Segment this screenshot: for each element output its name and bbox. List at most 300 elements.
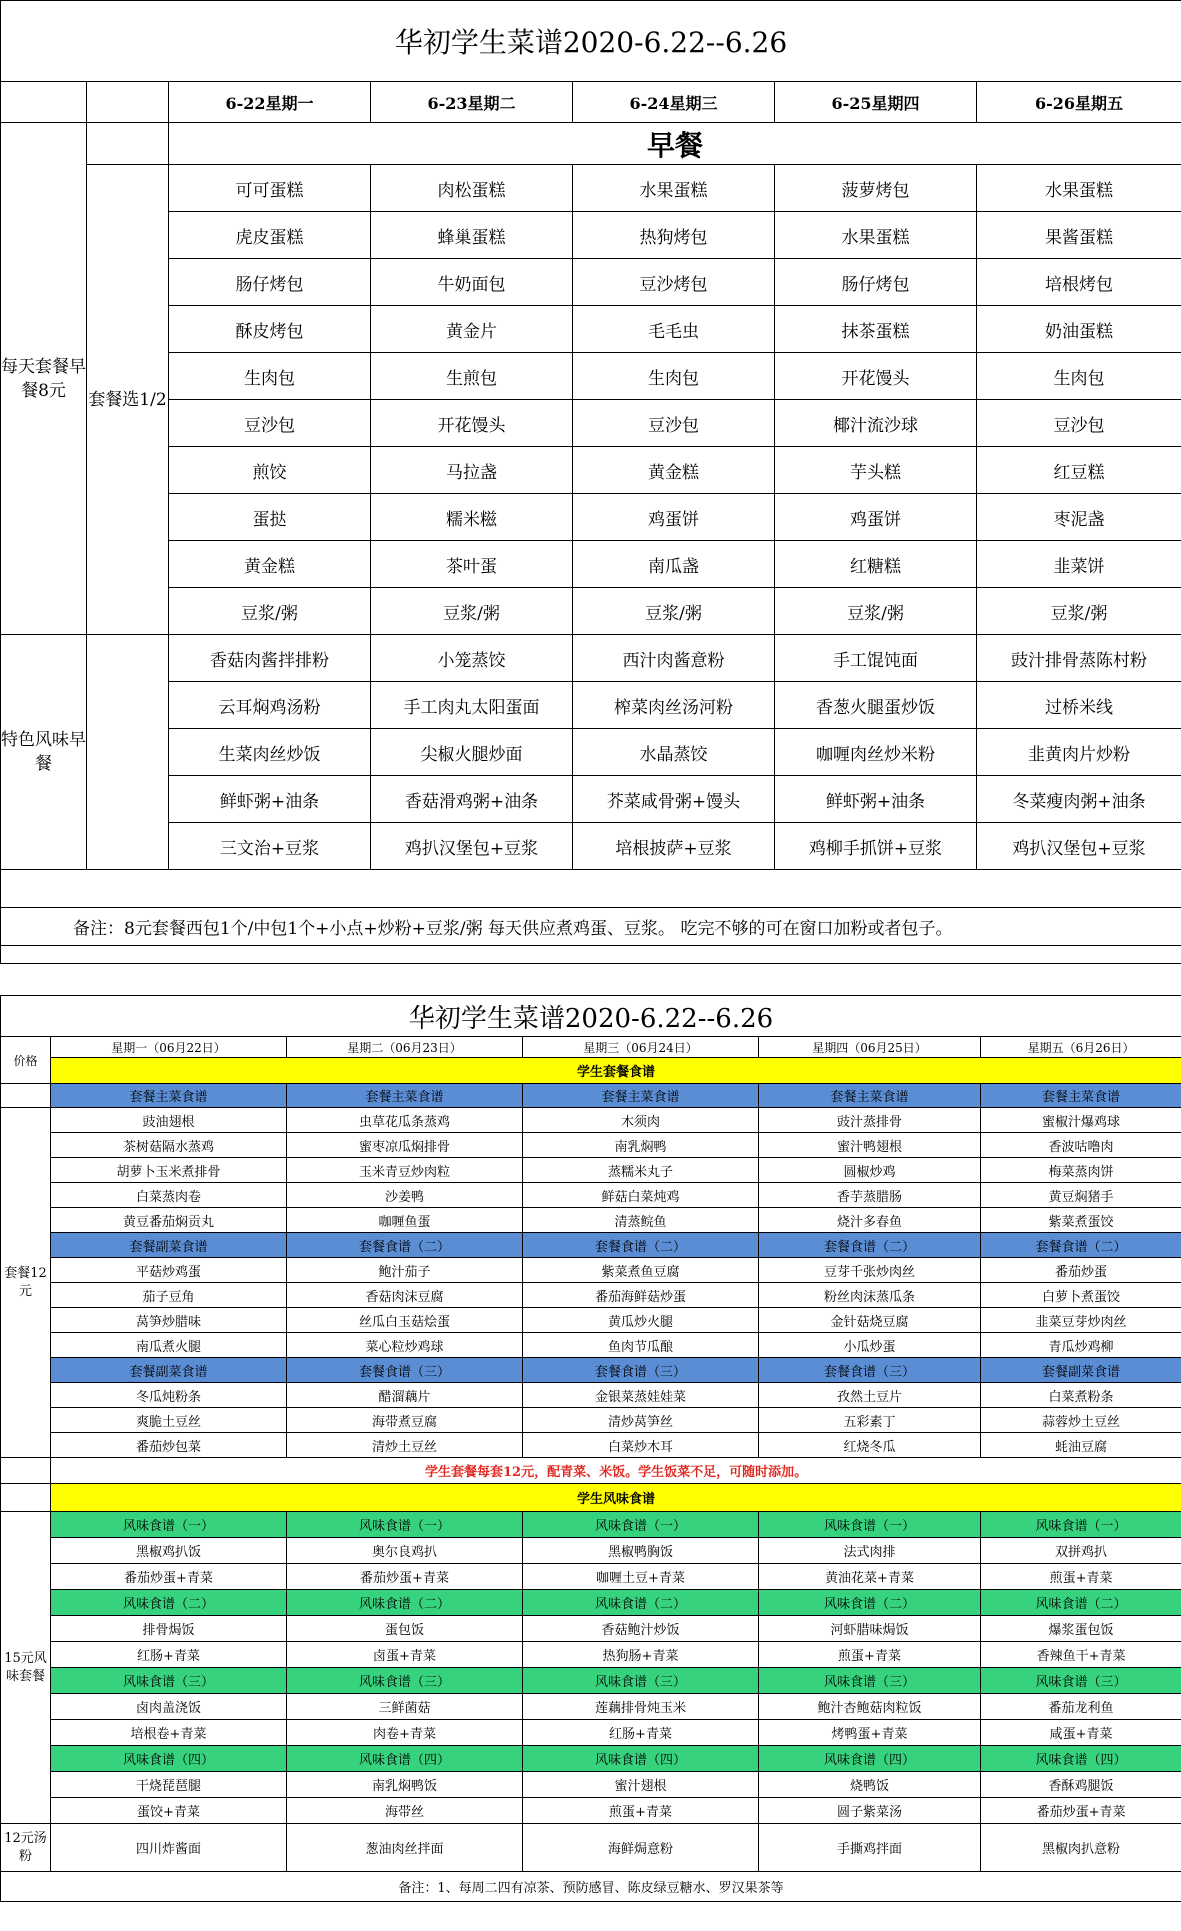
menu-item: 豆沙包 (977, 400, 1181, 447)
menu-item: 红肠+青菜 (51, 1642, 287, 1668)
menu-item: 开花馒头 (371, 400, 573, 447)
menu-item: 手工馄饨面 (775, 635, 977, 682)
table-row (1, 1484, 1181, 1512)
day-header: 星期三（06月24日） (523, 1037, 759, 1058)
menu-item: 鸡柳手抓饼+豆浆 (775, 823, 977, 870)
menu-item: 清炒莴笋丝 (523, 1408, 759, 1433)
menu-item: 海带丝 (287, 1798, 523, 1824)
menu-item: 平菇炒鸡蛋 (51, 1258, 287, 1283)
menu-item: 肠仔烤包 (169, 259, 371, 306)
table-row (1, 1668, 1181, 1694)
menu-item: 番茄炒蛋+青菜 (981, 1798, 1181, 1824)
menu-item: 小瓜炒蛋 (759, 1333, 981, 1358)
menu-item: 生肉包 (977, 353, 1181, 400)
group-header: 风味食谱（一） (287, 1512, 523, 1538)
menu-item: 豉汁排骨蒸陈村粉 (977, 635, 1181, 682)
group-header: 风味食谱（二） (287, 1590, 523, 1616)
menu-item: 蜜汁鸭翅根 (759, 1133, 981, 1158)
menu-item: 南乳焖鸭饭 (287, 1772, 523, 1798)
menu-item: 肉松蛋糕 (371, 165, 573, 212)
menu-item: 香酥鸡腿饭 (981, 1772, 1181, 1798)
menu-item: 冬瓜炖粉条 (51, 1383, 287, 1408)
group-header: 风味食谱（四） (523, 1746, 759, 1772)
menu-item: 可可蛋糕 (169, 165, 371, 212)
menu-item: 生肉包 (169, 353, 371, 400)
menu-title: 华初学生菜谱2020-6.22--6.26 (1, 1, 1181, 82)
menu-item: 紫菜煮蛋饺 (981, 1208, 1181, 1233)
menu-item: 虎皮蛋糕 (169, 212, 371, 259)
table-row (1, 1258, 1181, 1283)
table-row (1, 494, 1181, 541)
menu-item: 鸡扒汉堡包+豆浆 (977, 823, 1181, 870)
table-row (1, 823, 1181, 870)
menu-item: 糯米糍 (371, 494, 573, 541)
menu-item: 咖喱肉丝炒米粉 (775, 729, 977, 776)
menu-item: 豆芽千张炒肉丝 (759, 1258, 981, 1283)
menu-item: 番茄炒蛋 (981, 1258, 1181, 1283)
table-row (1, 682, 1181, 729)
menu-item: 青瓜炒鸡柳 (981, 1333, 1181, 1358)
menu-item: 爆浆蛋包饭 (981, 1616, 1181, 1642)
table-row (1, 635, 1181, 682)
menu-item: 水果蛋糕 (775, 212, 977, 259)
table-row (1, 1158, 1181, 1183)
menu-item: 冬菜瘦肉粥+油条 (977, 776, 1181, 823)
menu-item: 尖椒火腿炒面 (371, 729, 573, 776)
menu-item: 黑椒肉扒意粉 (981, 1824, 1181, 1872)
table-row (1, 1746, 1181, 1772)
day-header: 星期二（06月23日） (287, 1037, 523, 1058)
menu-item: 豆浆/粥 (977, 588, 1181, 635)
menu-item: 清炒土豆丝 (287, 1433, 523, 1458)
table-row (1, 82, 1181, 123)
menu-item: 胡萝卜玉米煮排骨 (51, 1158, 287, 1183)
menu-item: 椰汁流沙球 (775, 400, 977, 447)
table-row (1, 1108, 1181, 1133)
empty-cell (87, 123, 169, 165)
menu-item: 水果蛋糕 (573, 165, 775, 212)
menu-item: 蒜蓉炒土豆丝 (981, 1408, 1181, 1433)
group-header: 风味食谱（三） (759, 1668, 981, 1694)
menu-item: 黄金片 (371, 306, 573, 353)
group-header: 套餐食谱（二） (759, 1233, 981, 1258)
menu-item: 豆浆/粥 (775, 588, 977, 635)
day-header: 6-24星期三 (573, 82, 775, 123)
menu-item: 鱼肉节瓜酿 (523, 1333, 759, 1358)
menu-item: 红豆糕 (977, 447, 1181, 494)
menu-item: 鲍汁茄子 (287, 1258, 523, 1283)
menu-item: 黄油花菜+青菜 (759, 1564, 981, 1590)
menu-item: 红肠+青菜 (523, 1720, 759, 1746)
table-row (1, 1590, 1181, 1616)
menu-item: 生煎包 (371, 353, 573, 400)
group-header: 风味食谱（二） (523, 1590, 759, 1616)
menu-item: 黄豆焖猪手 (981, 1183, 1181, 1208)
table-row (1, 1037, 1181, 1058)
group-header: 套餐主菜食谱 (523, 1084, 759, 1108)
menu-item: 番茄炒蛋+青菜 (287, 1564, 523, 1590)
table-row (1, 1616, 1181, 1642)
menu-item: 豆沙包 (573, 400, 775, 447)
day-header: 星期五（6月26日） (981, 1037, 1181, 1058)
menu-item: 法式肉排 (759, 1538, 981, 1564)
menu-item: 紫菜煮鱼豆腐 (523, 1258, 759, 1283)
menu-item: 豆沙包 (169, 400, 371, 447)
menu-item: 生菜肉丝炒饭 (169, 729, 371, 776)
group-header: 套餐主菜食谱 (759, 1084, 981, 1108)
menu-item: 鸡扒汉堡包+豆浆 (371, 823, 573, 870)
menu-item: 黑椒鸭胸饭 (523, 1538, 759, 1564)
table-row (1, 1772, 1181, 1798)
menu-item: 手工肉丸太阳蛋面 (371, 682, 573, 729)
table-row (1, 1283, 1181, 1308)
menu-item: 南乳焖鸭 (523, 1133, 759, 1158)
menu-item: 番茄炒蛋+青菜 (51, 1564, 287, 1590)
menu-item: 牛奶面包 (371, 259, 573, 306)
table-row (1, 946, 1181, 964)
table-row (1, 165, 1181, 212)
table-row (1, 729, 1181, 776)
empty-cell (87, 635, 169, 870)
table-row (1, 1183, 1181, 1208)
menu-item: 香波咕噜肉 (981, 1133, 1181, 1158)
menu-item: 水晶蒸饺 (573, 729, 775, 776)
breakfast-section-title: 早餐 (169, 123, 1181, 165)
menu-item: 白菜煮粉条 (981, 1383, 1181, 1408)
menu-item: 丝瓜白玉菇烩蛋 (287, 1308, 523, 1333)
group-header: 套餐主菜食谱 (51, 1084, 287, 1108)
day-header: 星期四（06月25日） (759, 1037, 981, 1058)
menu-item: 圆椒炒鸡 (759, 1158, 981, 1183)
menu-item: 黄瓜炒火腿 (523, 1308, 759, 1333)
menu-item: 粉丝肉沫蒸瓜条 (759, 1283, 981, 1308)
menu-item: 培根卷+青菜 (51, 1720, 287, 1746)
menu-item: 双拼鸡扒 (981, 1538, 1181, 1564)
menu-item: 莲藕排骨炖玉米 (523, 1694, 759, 1720)
group-header: 套餐食谱（三） (287, 1358, 523, 1383)
menu-item: 红烧冬瓜 (759, 1433, 981, 1458)
group-header: 风味食谱（二） (51, 1590, 287, 1616)
menu-item: 蜂巢蛋糕 (371, 212, 573, 259)
lunch-table (0, 995, 1181, 1902)
flavor-price-label: 15元风味套餐 (1, 1512, 51, 1824)
menu-item: 水果蛋糕 (977, 165, 1181, 212)
menu-item: 孜然土豆片 (759, 1383, 981, 1408)
set-price-label: 套餐12元 (1, 1108, 51, 1458)
menu-item: 茄子豆角 (51, 1283, 287, 1308)
table-row (1, 1538, 1181, 1564)
table-row (1, 1824, 1181, 1872)
table-row (1, 259, 1181, 306)
menu-item: 梅菜蒸肉饼 (981, 1158, 1181, 1183)
menu-item: 蜜汁翅根 (523, 1772, 759, 1798)
empty-row (1, 946, 1181, 964)
menu-item: 韭黄肉片炒粉 (977, 729, 1181, 776)
menu-item: 韭菜豆芽炒肉丝 (981, 1308, 1181, 1333)
menu-item: 三文治+豆浆 (169, 823, 371, 870)
menu-item: 咖喱鱼蛋 (287, 1208, 523, 1233)
menu-item: 培根烤包 (977, 259, 1181, 306)
menu-item: 木须肉 (523, 1108, 759, 1133)
table-row (1, 1798, 1181, 1824)
menu-item: 鲜虾粥+油条 (775, 776, 977, 823)
menu-item: 奶油蛋糕 (977, 306, 1181, 353)
menu-item: 鲜虾粥+油条 (169, 776, 371, 823)
menu-item: 煎蛋+青菜 (759, 1642, 981, 1668)
menu-item: 豉汁蒸排骨 (759, 1108, 981, 1133)
group-header: 套餐副菜食谱 (981, 1358, 1181, 1383)
menu-item: 肉卷+青菜 (287, 1720, 523, 1746)
table-row (1, 123, 1181, 165)
menu-item: 韭菜饼 (977, 541, 1181, 588)
special-breakfast-label: 特色风味早餐 (1, 635, 87, 870)
table-row (1, 1, 1181, 82)
menu-item: 菜心粒炒鸡球 (287, 1333, 523, 1358)
flavor-section-title: 学生风味食谱 (51, 1484, 1181, 1512)
menu-item: 果酱蛋糕 (977, 212, 1181, 259)
menu-item: 茶叶蛋 (371, 541, 573, 588)
group-header: 套餐食谱（二） (981, 1233, 1181, 1258)
menu-item: 手撕鸡拌面 (759, 1824, 981, 1872)
menu-item: 榨菜肉丝汤河粉 (573, 682, 775, 729)
menu-item: 烧汁多春鱼 (759, 1208, 981, 1233)
price-label: 价格 (1, 1037, 51, 1084)
menu-item: 生肉包 (573, 353, 775, 400)
menu-item: 四川炸酱面 (51, 1824, 287, 1872)
menu-item: 过桥米线 (977, 682, 1181, 729)
menu-item: 卤蛋+青菜 (287, 1642, 523, 1668)
menu-item: 海鲜焗意粉 (523, 1824, 759, 1872)
group-header: 风味食谱（二） (759, 1590, 981, 1616)
menu-item: 豆浆/粥 (371, 588, 573, 635)
menu-item: 香葱火腿蛋炒饭 (775, 682, 977, 729)
breakfast-menu (0, 0, 1181, 964)
menu-item: 白萝卜煮蛋饺 (981, 1283, 1181, 1308)
group-header: 风味食谱（四） (981, 1746, 1181, 1772)
menu-item: 香菇滑鸡粥+油条 (371, 776, 573, 823)
table-row (1, 588, 1181, 635)
menu-item: 香菇鲍汁炒饭 (523, 1616, 759, 1642)
menu-item: 爽脆土豆丝 (51, 1408, 287, 1433)
menu-item: 奥尔良鸡扒 (287, 1538, 523, 1564)
table-row (1, 1084, 1181, 1108)
table-row (1, 1358, 1181, 1383)
day-header: 6-26星期五 (977, 82, 1181, 123)
menu-item: 煎蛋+青菜 (523, 1798, 759, 1824)
menu-item: 河虾腊味焗饭 (759, 1616, 981, 1642)
menu-item: 培根披萨+豆浆 (573, 823, 775, 870)
menu-item: 豆沙烤包 (573, 259, 775, 306)
table-row (1, 1308, 1181, 1333)
table-row (1, 1433, 1181, 1458)
group-header: 风味食谱（三） (51, 1668, 287, 1694)
menu-item: 香菇肉酱拌排粉 (169, 635, 371, 682)
table-row (1, 353, 1181, 400)
menu-item: 南瓜煮火腿 (51, 1333, 287, 1358)
menu-item: 开花馒头 (775, 353, 977, 400)
menu-item: 蚝油豆腐 (981, 1433, 1181, 1458)
menu-item: 热狗肠+青菜 (523, 1642, 759, 1668)
group-header: 风味食谱（三） (981, 1668, 1181, 1694)
group-header: 风味食谱（三） (287, 1668, 523, 1694)
group-header: 风味食谱（四） (287, 1746, 523, 1772)
menu-item: 马拉盏 (371, 447, 573, 494)
menu-item: 豆浆/粥 (169, 588, 371, 635)
menu-item: 热狗烤包 (573, 212, 775, 259)
day-header: 6-23星期二 (371, 82, 573, 123)
table-row (1, 1058, 1181, 1084)
menu-item: 酥皮烤包 (169, 306, 371, 353)
menu-item: 清蒸鲩鱼 (523, 1208, 759, 1233)
menu-item: 白菜蒸肉卷 (51, 1183, 287, 1208)
menu-item: 香菇肉沫豆腐 (287, 1283, 523, 1308)
menu-item: 蛋挞 (169, 494, 371, 541)
menu-item: 番茄龙利鱼 (981, 1694, 1181, 1720)
group-header: 套餐食谱（二） (523, 1233, 759, 1258)
group-header: 风味食谱（四） (51, 1746, 287, 1772)
menu-item: 煎饺 (169, 447, 371, 494)
table-row (1, 776, 1181, 823)
group-header: 套餐食谱（三） (523, 1358, 759, 1383)
table-row (1, 1333, 1181, 1358)
breakfast-table (0, 0, 1181, 964)
menu-item: 咸蛋+青菜 (981, 1720, 1181, 1746)
table-row (1, 1720, 1181, 1746)
menu-item: 芥菜咸骨粥+馒头 (573, 776, 775, 823)
table-row (1, 541, 1181, 588)
menu-item: 黄金糕 (573, 447, 775, 494)
table-row (1, 400, 1181, 447)
menu-item: 玉米青豆炒肉粒 (287, 1158, 523, 1183)
menu-item: 卤肉盖浇饭 (51, 1694, 287, 1720)
menu-item: 三鲜菌菇 (287, 1694, 523, 1720)
menu-item: 醋溜藕片 (287, 1383, 523, 1408)
note: 备注：1、每周二四有凉茶、预防感冒、陈皮绿豆糖水、罗汉果茶等 (1, 1872, 1181, 1902)
table-row (1, 1208, 1181, 1233)
menu-item: 蛋饺+青菜 (51, 1798, 287, 1824)
menu-item: 芋头糕 (775, 447, 977, 494)
menu-item: 枣泥盏 (977, 494, 1181, 541)
group-header: 套餐副菜食谱 (51, 1358, 287, 1383)
empty-row (1, 870, 1181, 908)
menu-item: 葱油肉丝拌面 (287, 1824, 523, 1872)
menu-item: 金针菇烧豆腐 (759, 1308, 981, 1333)
menu-item: 鸡蛋饼 (775, 494, 977, 541)
day-header: 星期一（06月22日） (51, 1037, 287, 1058)
table-row (1, 908, 1181, 946)
table-row (1, 1133, 1181, 1158)
soup-label: 12元汤粉 (1, 1824, 51, 1872)
table-row (1, 212, 1181, 259)
menu-item: 黑椒鸡扒饭 (51, 1538, 287, 1564)
table-row (1, 1233, 1181, 1258)
menu-item: 红糖糕 (775, 541, 977, 588)
set-breakfast-label: 每天套餐早餐8元 (1, 123, 87, 635)
menu-item: 番茄海鲜菇炒蛋 (523, 1283, 759, 1308)
menu-item: 排骨焗饭 (51, 1616, 287, 1642)
empty-cell (1, 1458, 51, 1484)
menu-item: 肠仔烤包 (775, 259, 977, 306)
table-row (1, 1694, 1181, 1720)
menu-item: 云耳焖鸡汤粉 (169, 682, 371, 729)
menu-item: 煎蛋+青菜 (981, 1564, 1181, 1590)
group-header: 套餐食谱（二） (287, 1233, 523, 1258)
menu-item: 豉油翅根 (51, 1108, 287, 1133)
group-header: 风味食谱（一） (51, 1512, 287, 1538)
menu-item: 虫草花瓜条蒸鸡 (287, 1108, 523, 1133)
table-row (1, 996, 1181, 1037)
menu-item: 烧鸭饭 (759, 1772, 981, 1798)
group-header: 风味食谱（四） (759, 1746, 981, 1772)
group-header: 风味食谱（一） (981, 1512, 1181, 1538)
group-header: 套餐食谱（三） (759, 1358, 981, 1383)
table-row (1, 306, 1181, 353)
menu-item: 五彩素丁 (759, 1408, 981, 1433)
menu-item: 鸡蛋饼 (573, 494, 775, 541)
menu-item: 黄豆番茄焖贡丸 (51, 1208, 287, 1233)
menu-item: 鲜菇白菜炖鸡 (523, 1183, 759, 1208)
empty-cell (1, 1084, 51, 1108)
menu-item: 海带煮豆腐 (287, 1408, 523, 1433)
day-header: 6-22星期一 (169, 82, 371, 123)
menu-item: 白菜炒木耳 (523, 1433, 759, 1458)
note: 备注：8元套餐西包1个/中包1个+小点+炒粉+豆浆/粥 每天供应煮鸡蛋、豆浆。 吃完不够的可在窗口加粉或者包子。 (1, 908, 1181, 946)
menu-item: 茶树菇隔水蒸鸡 (51, 1133, 287, 1158)
day-header: 6-25星期四 (775, 82, 977, 123)
menu-title: 华初学生菜谱2020-6.22--6.26 (1, 996, 1181, 1037)
menu-item: 莴笋炒腊味 (51, 1308, 287, 1333)
menu-item: 蜜椒汁爆鸡球 (981, 1108, 1181, 1133)
menu-item: 小笼蒸饺 (371, 635, 573, 682)
menu-item: 香辣鱼干+青菜 (981, 1642, 1181, 1668)
lunch-menu (0, 995, 1181, 1902)
menu-item: 蒸糯米丸子 (523, 1158, 759, 1183)
menu-item: 抹茶蛋糕 (775, 306, 977, 353)
menu-item: 南瓜盏 (573, 541, 775, 588)
table-row (1, 1458, 1181, 1484)
empty-cell (87, 82, 169, 123)
menu-item: 蛋包饭 (287, 1616, 523, 1642)
menu-item: 蜜枣凉瓜焖排骨 (287, 1133, 523, 1158)
menu-item: 黄金糕 (169, 541, 371, 588)
menu-item: 烤鸭蛋+青菜 (759, 1720, 981, 1746)
menu-item: 圆子紫菜汤 (759, 1798, 981, 1824)
group-header: 风味食谱（三） (523, 1668, 759, 1694)
menu-item: 咖喱土豆+青菜 (523, 1564, 759, 1590)
group-header: 套餐主菜食谱 (287, 1084, 523, 1108)
set-section-title: 学生套餐食谱 (51, 1058, 1181, 1084)
menu-item: 豆浆/粥 (573, 588, 775, 635)
table-row (1, 1512, 1181, 1538)
set-note: 学生套餐每套12元，配青菜、米饭。学生饭菜不足，可随时添加。 (51, 1458, 1181, 1484)
menu-item: 沙姜鸭 (287, 1183, 523, 1208)
menu-item: 鲍汁杏鲍菇肉粒饭 (759, 1694, 981, 1720)
group-header: 风味食谱（一） (759, 1512, 981, 1538)
group-header: 风味食谱（一） (523, 1512, 759, 1538)
group-header: 套餐副菜食谱 (51, 1233, 287, 1258)
menu-item: 番茄炒包菜 (51, 1433, 287, 1458)
group-header: 风味食谱（二） (981, 1590, 1181, 1616)
table-row (1, 1383, 1181, 1408)
table-row (1, 1408, 1181, 1433)
menu-item: 干烧琵琶腿 (51, 1772, 287, 1798)
table-row (1, 1642, 1181, 1668)
menu-item: 菠萝烤包 (775, 165, 977, 212)
menu-item: 毛毛虫 (573, 306, 775, 353)
menu-item: 香芋蒸腊肠 (759, 1183, 981, 1208)
set-choose-label: 套餐选1/2 (87, 165, 169, 635)
empty-cell (1, 1484, 51, 1512)
